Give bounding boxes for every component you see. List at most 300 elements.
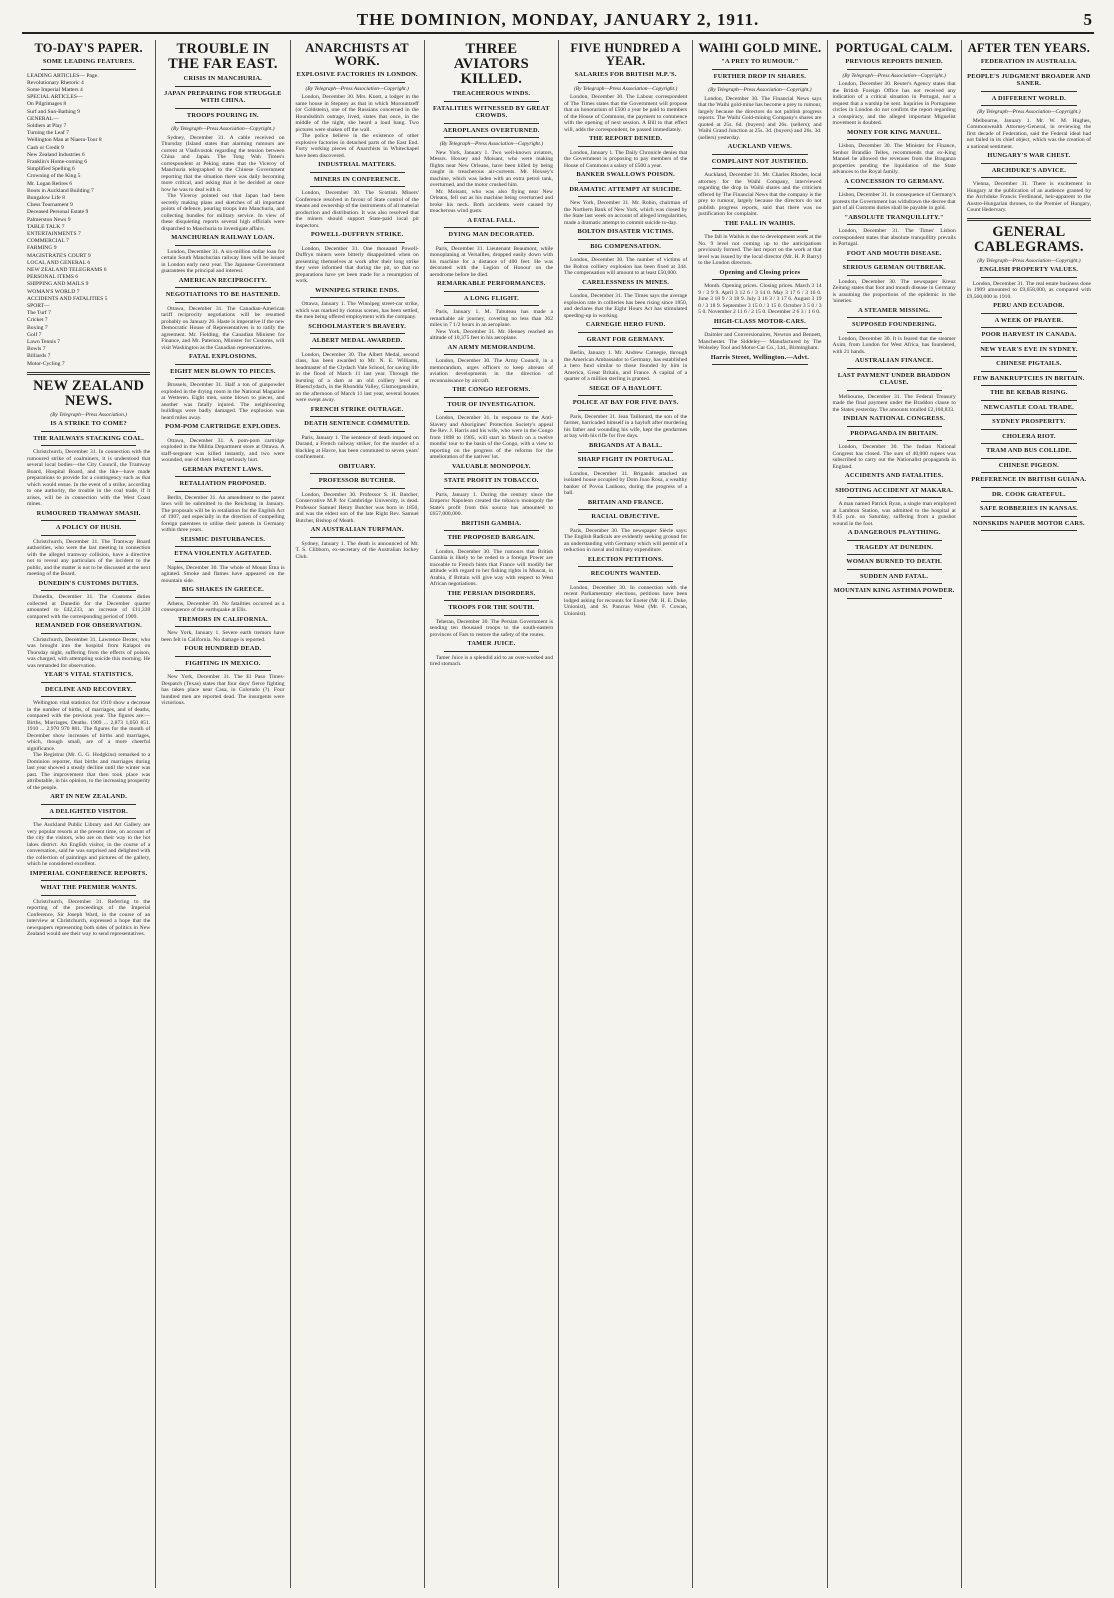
rule xyxy=(981,443,1077,444)
article-body: London, December 31. A six-million dollar loan for certain South Manchurian railway lines will be issued in London early next year. The Japanese Government guarantees the principal and interest. xyxy=(161,248,285,274)
subheading: SHOOTING ACCIDENT AT MAKARA. xyxy=(835,486,954,494)
headline: THREE AVIATORS KILLED. xyxy=(453,41,529,87)
subheading: CHINESE PIGTAILS. xyxy=(996,360,1062,367)
subheading: TRAM AND BUS COLLIDE. xyxy=(986,447,1072,454)
subheading: Opening and Closing prices xyxy=(719,268,801,276)
subheading: TRAGEDY AT DUNEDIN. xyxy=(855,543,934,551)
rule xyxy=(981,458,1077,459)
article-body: Lisbon, December 31. In consequence of Germany's protests the Government has withdrawn the decree that part of all Customs duties shall be payable in gold. xyxy=(832,192,956,211)
rule xyxy=(310,431,405,432)
rule xyxy=(175,302,270,303)
rule xyxy=(712,154,807,155)
rule xyxy=(444,291,539,292)
rule xyxy=(444,242,539,243)
rule xyxy=(175,561,270,562)
rule xyxy=(981,69,1077,70)
subheading: A POLICY OF HUSH. xyxy=(55,524,122,532)
rule xyxy=(444,101,539,102)
article-body: London, December 31. In response to the Anti-Slavery and Aborigines' Protection Society's appeal the Rev. J. Harris and his wife, who were in the Congo from 1898 to 1905, will start in March on a twelve months' tour to the basin of the Congo, with a view to reporting on the progress of the reforms for the amelioration of the natives' lot. xyxy=(429,415,553,460)
column-1 xyxy=(22,40,156,1588)
rule xyxy=(712,364,807,365)
index-entry: Some Imperial Matters 4 xyxy=(27,86,83,93)
article-body: London, December 30. It is feared that the steamer Axim, from London for West Africa, has foundered, with 21 hands. xyxy=(832,335,956,355)
article-body: London, December 30. The Army Council, in a memorandum, urges officers to keep abreast of aviation developments in the direction of reconnaissance by aircraft. xyxy=(429,358,553,384)
rule xyxy=(310,333,405,334)
subheading: VALUABLE MONOPOLY. xyxy=(452,462,531,470)
subheading: RACIAL OBJECTIVE. xyxy=(591,513,660,520)
subheading: NONSKIDS NAPIER MOTOR CARS. xyxy=(972,519,1085,527)
subheading: AN ARMY MEMORANDUM. xyxy=(447,343,536,351)
rule xyxy=(712,168,807,169)
article-body: London, December 30. The Scottish Miners' Conference resolved in favour of State control of the means and ownership of the instruments of all material production and distribution. It was also resolved that the miners should support State-paid local pit inspectors. xyxy=(295,190,419,229)
subheading: CHINESE PIGEON. xyxy=(998,461,1059,469)
subheading: THE PERSIAN DISORDERS. xyxy=(447,589,536,597)
rule xyxy=(847,598,942,599)
subheading: ELECTION PETITIONS. xyxy=(587,555,664,563)
subheading: MOUNTAIN KING ASTHMA POWDER. xyxy=(833,587,955,594)
subheading: FRENCH STRIKE OUTRAGE. xyxy=(310,405,404,413)
index-entry: On Pilgrimages 8 xyxy=(27,101,67,108)
rule xyxy=(847,332,942,333)
subheading: RETALIATION PROPOSED. xyxy=(179,480,267,487)
article-body: Paris, December 30. The newspaper Siècle says: The English Radicals are evidently seeking ground for an understanding with Germany which will permit of a reduction in naval and military expenditure. xyxy=(564,527,688,553)
subheading: DRAMATIC ATTEMPT AT SUICIDE. xyxy=(569,185,682,193)
rule xyxy=(41,69,136,70)
headline: ANARCHISTS AT WORK. xyxy=(305,41,409,68)
column-6 xyxy=(693,40,827,1588)
subheading: CRISIS IN MANCHURIA. xyxy=(183,75,263,82)
rule xyxy=(847,188,942,189)
rule xyxy=(981,105,1077,106)
rule xyxy=(175,626,270,627)
rule xyxy=(175,597,270,598)
subheading: MINERS IN CONFERENCE. xyxy=(313,175,401,183)
article-body: New York, December 31. Mr. Robin, chairman of the Northern Bank of New York, which was closed by the State last week on account of alleged irregularities, made a dramatic attempt to commit suicide to-day. xyxy=(564,200,688,226)
subheading: A DELIGHTED VISITOR. xyxy=(49,807,128,815)
subheading: INDUSTRIAL MATTERS. xyxy=(318,161,397,168)
article-body: Christchurch, December 31. Lawrence Dexter, who was brought into the hospital from Kaiapoi on Thursday night, suffering from the effects of poison, was charged, with attempting suicide this morning. He was remanded for observation. xyxy=(27,636,151,669)
rule xyxy=(578,509,673,510)
rule xyxy=(578,182,673,183)
subheading: EIGHT MEN BLOWN TO PIECES. xyxy=(170,367,276,375)
index-entry: Soldiers at Play 7 xyxy=(27,122,67,129)
byline: (By Telegraph—Press Association—Copyright.) xyxy=(842,72,946,79)
rule xyxy=(847,583,942,584)
subheading: DECLINE AND RECOVERY. xyxy=(44,685,133,693)
article-body: Paris, December 31. Jean Taillorard, the son of the farmer, barricaded himself in a hayloft after murdering his father and wounding his wife, kept the gendarmes at bay with his rifle for five days. xyxy=(564,413,688,439)
rule xyxy=(847,317,942,318)
subheading: PERU AND ECUADOR. xyxy=(993,302,1065,309)
subheading: THE CONGO REFORMS. xyxy=(452,386,531,393)
index-entry: TABLE TALK 7 xyxy=(27,223,65,230)
subheading: SIEGE OF A HAYLOFT. xyxy=(589,384,663,392)
subheading: STATE PROFIT IN TOBACCO. xyxy=(444,477,539,484)
byline: (By Telegraph—Press Association—Copyright.) xyxy=(573,85,678,92)
subheading: A LONG FLIGHT. xyxy=(463,294,519,302)
subheading: AUSTRALIAN FINANCE. xyxy=(854,357,934,364)
page-number: 5 xyxy=(1083,10,1092,29)
contents-index xyxy=(27,73,150,368)
subheading: BANKER SWALLOWS POISON. xyxy=(576,171,675,178)
rule xyxy=(981,472,1077,473)
index-entry: Billiards 7 xyxy=(27,353,51,360)
rule xyxy=(981,501,1077,502)
article-body: Paris, December 31. Lieutenant Beaumont, while monoplaning at Versailles, dropped easily down with his machine for a distance of 400 feet. He was decorated with the Legion of Honour on the aerodrome before he died. xyxy=(429,245,553,278)
subheading: GRANT FOR GERMANY. xyxy=(586,335,665,343)
rule xyxy=(41,696,136,697)
subheading: A WEEK OF PRAYER. xyxy=(994,316,1064,324)
article-body: Dunedin, December 31. The Customs duties collected at Dunedin for the December quarter amounted to £42,233, an increase of £11,330 compared with the corresponding period of 1909. xyxy=(27,594,151,620)
rule xyxy=(981,356,1077,357)
rule xyxy=(41,431,136,432)
subheading: TROOPS POURING IN. xyxy=(186,111,259,119)
rule xyxy=(578,239,673,240)
headline: AFTER TEN YEARS. xyxy=(967,41,1091,55)
rule xyxy=(175,245,270,246)
rule xyxy=(847,540,942,541)
rule xyxy=(175,108,270,109)
article-body: New York, December 31. The El Paso Times-Despatch (Texas) states that four days' fierce fighting has taken place near Casa, in Colorado (?). Four hundred men are reported dead. The insurgents were victorious. xyxy=(161,674,285,706)
article-body: Auckland, December 31. Mr. Charles Rhodes, local attorney for the Waihi Company, interviewed regarding the drop in Waihi shares and the criticism offered by The Financial News that the company is the prey to rumour, largely because the directors do not publish progress reports, said that there was no justification for complaint. xyxy=(698,172,822,217)
rule xyxy=(444,600,539,601)
article-body: Christchurch, December 31. Referring to the reporting of the proceedings of the Imperial Conference, Sir Joseph Ward, in the course of an interview at Christchurch, expressed a hope that the newspapers representing both sides of politics in New Zealand would see their way to send representatives. xyxy=(27,898,151,938)
index-entry: The Turf 7 xyxy=(27,310,51,317)
subheading: TOUR OF INVESTIGATION. xyxy=(447,400,536,408)
subheading: FURTHER DROP IN SHARES. xyxy=(713,72,807,80)
article-body: Ottawa, December 31. The Canadian-American tariff reciprocity negotiations will be resumed probably on January 26. Haste is imperative if the new Democratic House of Representatives is to ratify the agreement. Mr. Fielding, the Canadian Minister for Finance, and Mr. Paterson, Minister for Customs, will visit Washington as the Canadian representatives. xyxy=(161,305,285,351)
subheading: "ABSOLUTE TRANQUILLITY." xyxy=(844,213,944,221)
subheading: OBITUARY. xyxy=(338,462,376,470)
column-7 xyxy=(828,40,962,1588)
columns-container xyxy=(22,40,1096,1588)
rule xyxy=(444,488,539,489)
subheading: INDIAN NATIONAL CONGRESS. xyxy=(843,415,946,422)
subheading: NEWCASTLE COAL TRADE. xyxy=(983,403,1074,411)
rule xyxy=(578,581,673,582)
index-entry: Simplified Spelling 6 xyxy=(27,166,75,173)
rule xyxy=(175,546,270,547)
rule xyxy=(175,656,270,657)
rule xyxy=(578,253,673,254)
article-body: The Registrar (Mr. G. G. Hodgkins) remarked to a Dominion reporter, that births and marriages during last year showed a steady decline until the winter was past. The improvement that then took place was attributable, in his opinion, to the increasing prosperity of the people. xyxy=(27,752,151,791)
article-body: Month. Opening prices. Closing prices. March 3 14 9 / 3 9 9. April 3 12 6 / 3 14 0. May 3 17 6 / 3 16 0. June 3 18 9 / 3 18 9. July 3 16 3 / 3 17 6. August 3 19 0 / 3 18 9. September 3 15 0 / 3 15 0. October 3 5 0 / 3 5 0. November 2 11 6 / 2 15 0. December 2 6 3 / 1 6 0. xyxy=(698,283,822,315)
subheading: WHAT THE PREMIER WANTS. xyxy=(40,884,138,892)
subheading: SEISMIC DISTURBANCES. xyxy=(180,535,266,543)
article-body: Melbourne, January 1. Mr. W. M. Hughes, Commonwealth Attorney-General, in reviewing the first decade of Federation, said the Federal ideal had not failed in its chief object, which was the creation of a national sentiment. xyxy=(966,117,1091,150)
rule xyxy=(578,410,673,411)
subheading: FATALITIES WITNESSED BY GREAT CROWDS. xyxy=(433,104,550,119)
subheading: HUNGARY'S WAR CHEST. xyxy=(987,152,1071,159)
subheading: SALARIES FOR BRITISH M.P.'S. xyxy=(574,71,677,78)
column-4 xyxy=(425,40,559,1588)
rule xyxy=(578,467,673,468)
index-entry: SPECIAL ARTICLES— xyxy=(27,94,83,101)
subheading: BRITISH GAMBIA. xyxy=(461,519,522,527)
headline: FIVE HUNDRED A YEAR. xyxy=(570,41,681,68)
subheading: AMERICAN RECIPROCITY. xyxy=(178,276,267,284)
subheading: PEOPLE'S JUDGMENT BROADER AND SANER. xyxy=(967,72,1091,87)
article-body: Athens, December 30. No fatalities occurred as a consequence of the earthquake at Elis. xyxy=(161,600,285,613)
rule xyxy=(310,537,405,538)
subheading: SYDNEY PROSPERITY. xyxy=(992,418,1066,425)
rule xyxy=(847,569,942,570)
rule xyxy=(981,487,1077,488)
subheading: A STEAMER MISSING. xyxy=(858,306,931,314)
rule xyxy=(578,196,673,197)
rule xyxy=(444,397,539,398)
subheading: POWELL-DUFFRYN STRIKE. xyxy=(310,231,404,238)
subheading: TROOPS FOR THE SOUTH. xyxy=(448,604,535,611)
rule xyxy=(175,434,270,435)
article-body: Teheran, December 30. The Persian Government is sending ten thousand troops to the south-eastern provinces of Fars to restore the safety of the routes. xyxy=(429,618,553,638)
index-entry: GENERAL— xyxy=(27,115,59,122)
rule xyxy=(847,224,942,225)
rule xyxy=(712,83,807,84)
index-entry: Turning the Leaf 7 xyxy=(27,130,69,137)
subheading: FOOT AND MOUTH DISEASE. xyxy=(846,249,942,257)
article-body: Melbourne, December 31. The Federal Treasury made the final payment under the Braddon clause to the States yesterday. The amounts totalled £2,160,833. xyxy=(832,393,956,413)
rule xyxy=(310,348,405,349)
article-body: Tamer Juice is a splendid aid to an over-worked and tired stomach. xyxy=(429,654,553,667)
article-body: Christchurch, December 31. In connection with the rumoured strike of coalminers, it is understood that several local bodies—the City Council, the Tramway Board, Hospital Board, and the like—have made preparations to provide for a contingency such as that which would ensue. In the event of a strike, according to one authority, the trouble in the coal trade, if it arises, will be in connection with the West Coast mines. xyxy=(27,449,151,508)
rule xyxy=(712,230,807,231)
rule xyxy=(444,473,539,474)
byline: (By Telegraph—Press Association.) xyxy=(50,411,127,418)
rule xyxy=(444,123,539,124)
index-entry: Golf 7 xyxy=(27,331,42,338)
subheading: SUPPOSED FOUNDERING. xyxy=(852,321,937,328)
subheading: PROFESSOR BUTCHER. xyxy=(318,477,396,484)
article-body: Ottawa, January 1. The Winnipeg street-car strike, which was marked by riotous scenes, has been settled, the men being offered employment with the company. xyxy=(295,301,419,320)
article-body: Berlin, December 31. An amendment to the patent laws will be submitted to the Reichstag in January. The proposals will be in retaliation for the English Act of 1907, and especially in the direction of compelling foreign patentees to utilise their patents in Germany within three years. xyxy=(161,494,285,533)
subheading: NEGOTIATIONS TO BE HASTENED. xyxy=(165,291,281,298)
index-entry: Bowls 7 xyxy=(27,346,46,353)
subheading: POLICE AT BAY FOR FIVE DAYS. xyxy=(572,399,679,406)
subheading: DUNEDIN'S CUSTOMS DUTIES. xyxy=(38,579,139,587)
index-entry: MAGISTRATE'S COURT 9 xyxy=(27,252,91,259)
subheading: THE FALL IN WAIHIS. xyxy=(724,219,796,227)
subheading: SERIOUS GERMAN OUTBREAK. xyxy=(842,264,946,271)
rule xyxy=(41,682,136,683)
rule xyxy=(578,524,673,525)
subheading: THE REPORT DENIED. xyxy=(589,135,663,142)
rule xyxy=(41,880,136,881)
rule xyxy=(578,346,673,347)
subheading: A CONCESSION TO GERMANY. xyxy=(844,177,945,185)
rule xyxy=(981,371,1077,372)
subheading: DEATH SENTENCE COMMUTED. xyxy=(304,420,410,427)
rule xyxy=(175,670,270,671)
subheading: "A PREY TO RUMOUR." xyxy=(721,58,799,65)
rule xyxy=(712,69,807,70)
article-body: Daimler and Conversionaires, Newton and Bennett, Manchester. The Siddeley— Manufactured by The Wolseley Tool and Motor-Car Co., Ltd., Birmingham. xyxy=(698,332,822,351)
subheading: FEW BANKRUPTCIES IN BRITAIN. xyxy=(973,374,1085,382)
column-3 xyxy=(291,40,425,1588)
index-entry: Motor-Cycling 7 xyxy=(27,360,65,367)
article-body: The Auckland Public Library and Art Gallery are very popular resorts at the present time, on account of the city the visitors, who are on their way to the hot lakes district. An English visitor, in the course of a conversation, said he was surprised and delighted with the collection of paintings and pictures of the gallery, which he considered excellent. xyxy=(27,822,151,868)
article-body: London, December 30. The number of victims of the Bolton colliery explosion has been fixed at 344. The compensation will amount to at least £50,000. xyxy=(564,257,688,276)
article-body: Berlin, January 1. Mr. Andrew Carnegie, through the American Ambassador to Germany, has established a hero fund similar to those founded by him in America, Great Britain, and France. A capital of a quarter of a million sterling is granted. xyxy=(564,350,688,382)
article-body: London, December 31. One thousand Powell-Duffryn miners were bitterly disappointed when on presenting themselves at work after their long strike they were informed that during the pit, so that no preparations have yet been made for a resumption of work. xyxy=(295,245,419,284)
rule xyxy=(41,520,136,521)
article-body: Vienna, December 31. There is excitement in Hungary at the publication of an audience granted by the Archduke Francis Ferdinand, heir-apparent to the Austro-Hungarian thrones, to the Premier of Hungary, Count Hedervary. xyxy=(966,181,1091,213)
index-entry: Bungalow Life 8 xyxy=(27,194,65,201)
rule xyxy=(981,277,1077,278)
subheading: SUDDEN AND FATAL. xyxy=(860,572,929,580)
subheading: POM-POM CARTRIDGE EXPLODES. xyxy=(165,423,281,430)
subheading: ENGLISH PROPERTY VALUES. xyxy=(979,266,1079,273)
subheading: WOMAN BURNED TO DEATH. xyxy=(846,558,942,565)
article-body: Sydney, December 31. A cable received on Thursday (Island states that alarming rumours are current at Vladivostok regarding the tension between China and Japan. The Tong Wah Times's correspondent at Peking states that the Viceroy of Manchuria telegraphed to the Chinese Government reporting that the situation there was daily becoming more critical, and asking that it be decided at once how he was to deal with it. xyxy=(161,134,285,193)
rule xyxy=(444,545,539,546)
index-entry: Wellington Man at Niaera-Tour 8 xyxy=(27,137,102,144)
subheading: A DIFFERENT WORLD. xyxy=(991,94,1066,102)
rule xyxy=(847,275,942,276)
rule xyxy=(444,530,539,531)
subheading: ETNA VIOLENTLY AGITATED. xyxy=(174,550,272,557)
article-body: Paris, January 1. M. Tabuteau has made a remarkable air journey, covering no less than 362 miles in 7 1/2 hours in an aeroplane. xyxy=(429,309,553,328)
rule xyxy=(578,289,673,290)
article-body: Christchurch, December 31. The Tramway Board authorities, who were the last meeting in connection with the alleged tramway collision, have a directive not to reveal any particulars of the incident to the public, and the matter is not to be discussed at the next meeting of the Board. xyxy=(27,538,151,578)
subheading: GERMAN PATENT LAWS. xyxy=(182,465,264,473)
subheading: THE BE KEBAB RISING. xyxy=(990,389,1068,396)
headline: GENERAL CABLEGRAMS. xyxy=(973,223,1084,255)
rule xyxy=(41,535,136,536)
subheading: SCHOOLMASTER'S BRAVERY. xyxy=(308,322,407,330)
rule xyxy=(444,354,539,355)
subheading: EXPLOSIVE FACTORIES IN LONDON. xyxy=(296,71,418,78)
article-body: A man named Patrick Ryan, a single man employed at Lambton Station, was admitted to the hospital at 9.45 p.m. on Saturday, suffering from a gunshot wound in the foot. xyxy=(832,501,956,527)
rule xyxy=(41,818,136,819)
subheading: FOUR HUNDRED DEAD. xyxy=(184,645,262,652)
rule xyxy=(981,414,1077,415)
article-body: The fall in Waihis is due to development work at the No. 9 level not coming up to the anticipations previously formed. The last report on the work at that level was issued by the local director (Mr. H. P. Barry) to the London directors. xyxy=(698,234,822,266)
rule xyxy=(175,86,270,87)
article-body: Wellington vital statistics for 1910 show a decrease in the number of births, of marriages, and of deaths, compared with the previous year. The figures are:— Births, Marriages, Deaths. 1909 ... 2,873 1,050 851. 1910 ... 2,970 970 881. The figures for the month of December show increases of births and marriages, which, though small, are of a more cheerful significance. xyxy=(27,700,151,752)
index-entry: Franklin's Home-coming 6 xyxy=(27,158,88,165)
subheading: WINNIPEG STRIKE ENDS. xyxy=(315,286,400,294)
article-body: Paris, January 1. The sentence of death imposed on Durand, a French railway striker, for the murder of a blackleg at Havre, has been commuted to seven years' confinement. xyxy=(295,434,419,460)
index-entry: Revolutionary Rhetoric 4 xyxy=(27,79,84,86)
rule xyxy=(41,804,136,805)
article-body: London, December 30. The Albert Medal, second class, has been awarded to Mr. N. E. Williams, headmaster of the Clydach Vale School, for saving life in the flood of March 11 last year. Through the bursting of a dam at an old colliery level at Blaenclydach, in the Rhondda Valley, Glamorganshire, on the afternoon of March 11 last year, several houses were swept away. xyxy=(295,351,419,403)
subheading: HIGH-CLASS MOTOR-CARS. xyxy=(713,317,806,325)
subheading: POOR HARVEST IN CANADA. xyxy=(981,331,1077,338)
rule xyxy=(41,445,136,446)
rule xyxy=(847,260,942,261)
rule xyxy=(41,895,136,896)
rule xyxy=(175,378,270,379)
rule xyxy=(578,332,673,333)
subheading: AUCKLAND VIEWS. xyxy=(727,143,793,150)
rule xyxy=(847,497,942,498)
subheading: IMPERIAL CONFERENCE REPORTS. xyxy=(29,869,148,877)
rule xyxy=(981,313,1077,314)
subheading: IS A STRIKE TO COME? xyxy=(50,420,127,428)
subheading: MANCHURIAN RAILWAY LOAN. xyxy=(171,234,275,241)
index-entry: FARMING 9 xyxy=(27,245,57,252)
rule xyxy=(847,440,942,441)
rule xyxy=(175,364,270,365)
rule xyxy=(310,416,405,417)
subheading: BRITAIN AND FRANCE. xyxy=(587,498,664,506)
article-body: London, December 31. Brigands attacked an isolated house occupied by Dom Joao Rosa, a wealthy banker of Povoa Lanhoso, during the progress of a ball. xyxy=(564,470,688,496)
subheading: COMPLAINT NOT JUSTIFIED. xyxy=(711,157,809,165)
article-body: Ottawa, December 31. A pom-pom cartridge exploded in the Militia Department store at Ottawa. A staff-sergeant was killed instantly, and two were wounded, one of them being seriously hurt. xyxy=(161,437,285,463)
subheading: ALBERT MEDAL AWARDED. xyxy=(311,337,403,344)
rule xyxy=(444,615,539,616)
rule xyxy=(847,390,942,391)
rule xyxy=(444,651,539,652)
subheading: Harris Street, Wellington.—Advt. xyxy=(710,353,810,361)
index-entry: ACCIDENTS AND FATALITIES 5 xyxy=(27,295,108,302)
rule xyxy=(981,91,1077,92)
subheading: TREACHEROUS WINDS. xyxy=(452,90,531,97)
rule xyxy=(847,139,942,140)
masthead-title: THE DOMINION, MONDAY, JANUARY 2, 1911. xyxy=(356,10,760,29)
article-body: London, December 31. The Times says the average explosion rate in collieries has been rising since 1850, and declares that the Eight Hours Act has stimulated speeding-up in working. xyxy=(564,293,688,319)
rule xyxy=(444,305,539,306)
rule xyxy=(444,227,539,228)
subheading: A DANGEROUS PLAYTHING. xyxy=(847,529,941,536)
byline: (By Telegraph—Press Association—Copyright.) xyxy=(171,126,275,132)
rule xyxy=(981,385,1077,386)
rule xyxy=(310,82,405,83)
headline: TROUBLE IN THE FAR EAST. xyxy=(168,41,278,72)
rule xyxy=(310,473,405,474)
subheading: FIGHTING IN MEXICO. xyxy=(185,659,261,667)
rule xyxy=(310,297,405,298)
subheading: SHARP FIGHT IN PORTUGAL. xyxy=(577,456,674,463)
article-body: Lisbon, December 30. The Minister for Finance, Senhor Brandão Telles, recommends that ex-King Manuel be allowed the revenues from the Braganza properties pending the liquidation of the State advances to the Royal family. xyxy=(832,143,956,175)
article-body: London, December 31. The real estate business done in 1909 amounted to £9,658,000, as compared with £9,560,000 in 1910. xyxy=(966,280,1091,300)
rule xyxy=(578,82,673,83)
article-body: London, December 30. Professor S. H. Butcher, Conservative M.P. for Cambridge University, is dead. Professor Samuel Henry Butcher was born in 1850, and was the eldest son of the late Right Rev. Samuel Butcher, Bishop of Meath. xyxy=(295,491,419,524)
byline: (By Telegraph—Press Association—Copyright.) xyxy=(977,109,1081,115)
rule xyxy=(578,452,673,453)
subheading: DYING MAN DECORATED. xyxy=(448,231,535,238)
article-body: New York, January 1. Severe earth tremors have been felt in California. No damage is reported. xyxy=(161,630,285,643)
subheading: THE RAILWAYS STACKING COAL. xyxy=(33,434,144,442)
headline: PORTUGAL CALM. xyxy=(835,41,953,55)
article-body: Brussels, December 31. Half a ton of gunpowder exploded in the drying room in the National Magazine at Wetteren. Eight men, some blown to pieces, and another was fatally injured. The neighbouring buildings were badly damaged. The explosion was heard miles away. xyxy=(161,382,285,421)
subheading: REMARKABLE PERFORMANCES. xyxy=(437,280,546,287)
rule xyxy=(310,186,405,187)
subheading: ARCHDUKE'S ADVICE. xyxy=(991,166,1066,174)
article-body: London, December 30. The Financial News says that the Waihi gold-mine has become a prey to rumour, largely because the directors do not publish progress reports. The Waihi Gold-mining Company's shares are quoted at 25s. 6d. (buyers) and 26s. (sellers); and Waihi Grand Junction at 25s. 3d. (buyers) and 26s. 3d. (sellers) yesterday. xyxy=(698,95,822,141)
article-body: London, December 30. In connection with the recent Parliamentary elections, petitions have been lodged asking for recounts for Exeter (Mr. H. E. Duke, Unionist), and St. Pancras West (Mr. F. Cowan, Unionist). xyxy=(564,584,688,617)
article-body: Paris, January 1. During the century since the Emperor Napoleon created the tobacco monopoly the State's profit from this source has amounted to £657,000,000. xyxy=(429,491,553,517)
rule xyxy=(444,137,539,138)
subheading: BRIGANDS AT A BALL. xyxy=(589,441,663,449)
column-5 xyxy=(559,40,693,1588)
subheading: A FATAL FALL. xyxy=(467,216,516,224)
rule xyxy=(981,163,1077,164)
rule xyxy=(41,590,136,591)
subheading: MONEY FOR KING MANUEL. xyxy=(847,128,942,136)
index-entry: ENTERTAINMENTS 7 xyxy=(27,230,81,237)
rule xyxy=(712,328,807,329)
byline: (By Telegraph—Press Association—Copyright.) xyxy=(708,87,812,93)
article-body: Sydney, January 1. The death is announced of Mr. T. S. Clibborn, ex-secretary of the Australian Jockey Club. xyxy=(295,540,419,560)
index-entry: WOMAN'S WORLD 7 xyxy=(27,288,80,295)
subheading: JAPAN PREPARING FOR STRUGGLE WITH CHINA. xyxy=(164,89,282,104)
subheading: YEAR'S VITAL STATISTICS. xyxy=(44,671,134,679)
article-body: Mr. Moisant, who was also flying near New Orleans, fell out as his machine being overturned and broke his neck. Both accidents were caused by treacherous wind gusts. xyxy=(429,188,553,214)
subheading: BIG SHAKES IN GREECE. xyxy=(181,586,265,593)
rule xyxy=(41,633,136,634)
subheading: RUMOURED TRAMWAY SMASH. xyxy=(36,509,141,517)
